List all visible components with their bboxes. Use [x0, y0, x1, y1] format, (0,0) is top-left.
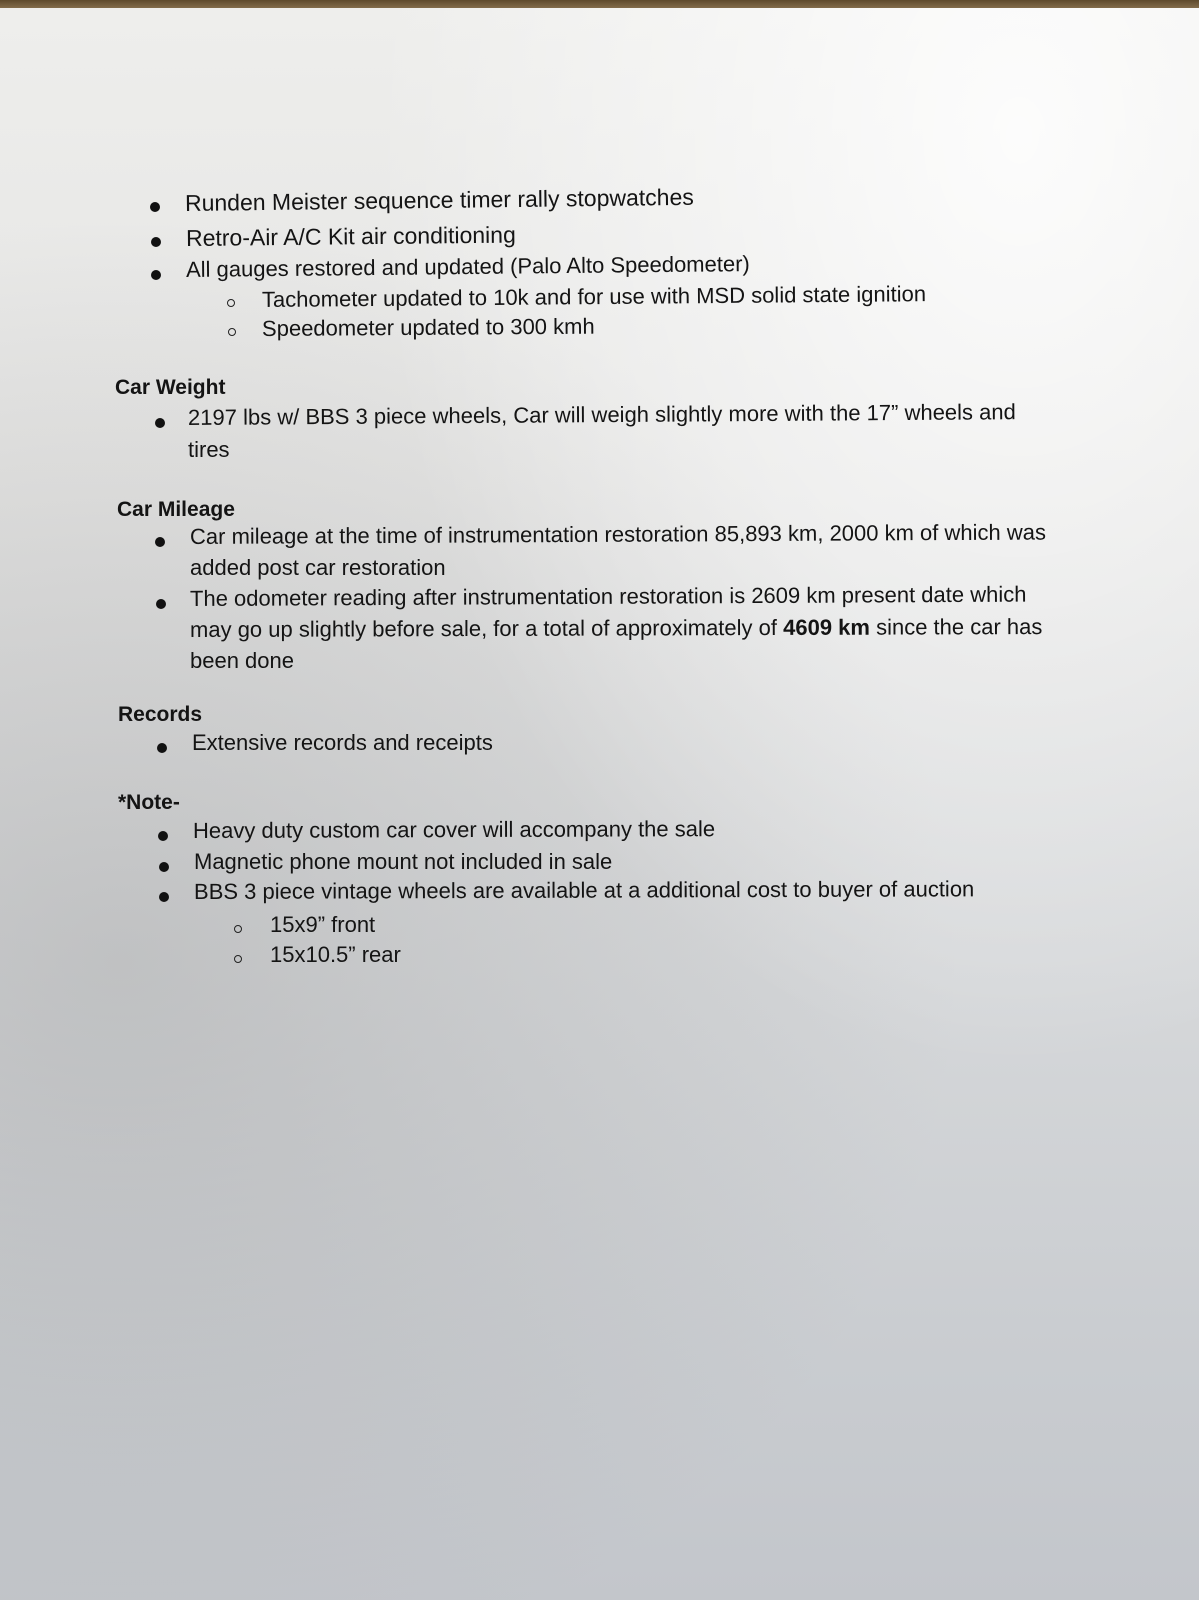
sub-bullet-circle [234, 955, 242, 963]
mileage-total-bold: 4609 km [783, 614, 870, 640]
sub-list-item: 15x9” front [270, 912, 376, 937]
bullet-dot [155, 537, 165, 547]
list-item: BBS 3 piece vintage wheels are available at a additional cost to buyer of auction [193, 876, 975, 904]
list-item-line: Car mileage at the time of instrumentation restoration 85,893 km, 2000 km of which was [189, 519, 1047, 549]
bullet-dot [158, 831, 168, 841]
section-heading-car-mileage: Car Mileage [117, 498, 235, 521]
list-item-line: added post car restoration [190, 555, 446, 580]
sub-list-item: Speedometer updated to 300 kmh [261, 313, 595, 341]
list-item: Runden Meister sequence timer rally stopwatches [184, 183, 694, 216]
bullet-dot [151, 237, 161, 247]
sub-list-item: 15x10.5” rear [270, 942, 401, 967]
paper-sheet [0, 8, 1199, 1600]
section-heading-note: *Note- [118, 791, 180, 814]
list-item: Magnetic phone mount not included in sale [194, 849, 613, 874]
list-item: All gauges restored and updated (Palo Alto Speedometer) [185, 251, 750, 282]
list-item-line: The odometer reading after instrumentation restoration is 2609 km present date which [189, 581, 1027, 611]
bullet-dot [159, 892, 169, 902]
list-item-line: tires [188, 437, 230, 462]
section-heading-records: Records [118, 703, 203, 726]
bullet-dot [150, 202, 160, 212]
bullet-dot [159, 862, 169, 872]
sub-bullet-circle [228, 328, 236, 336]
mileage-text-pre: may go up slightly before sale, for a total of approximately of [189, 614, 784, 642]
mileage-text-post: since the car has [869, 614, 1043, 640]
list-item: Extensive records and receipts [192, 730, 493, 755]
bullet-dot [151, 270, 161, 280]
list-item-line-mixed [190, 612, 1042, 645]
list-item-line: 2197 lbs w/ BBS 3 piece wheels, Car will weigh slightly more with the 17” wheels and [187, 399, 1016, 430]
bullet-dot [155, 418, 165, 428]
bullet-dot [157, 743, 167, 753]
sub-bullet-circle [227, 299, 235, 307]
list-item-line: been done [190, 648, 294, 673]
sub-bullet-circle [234, 925, 242, 933]
list-item: Retro-Air A/C Kit air conditioning [185, 221, 516, 251]
list-item: Heavy duty custom car cover will accompany the sale [192, 816, 716, 843]
bullet-dot [156, 599, 166, 609]
section-heading-car-weight: Car Weight [115, 376, 226, 399]
sub-list-item: Tachometer updated to 10k and for use with MSD solid state ignition [261, 281, 927, 312]
